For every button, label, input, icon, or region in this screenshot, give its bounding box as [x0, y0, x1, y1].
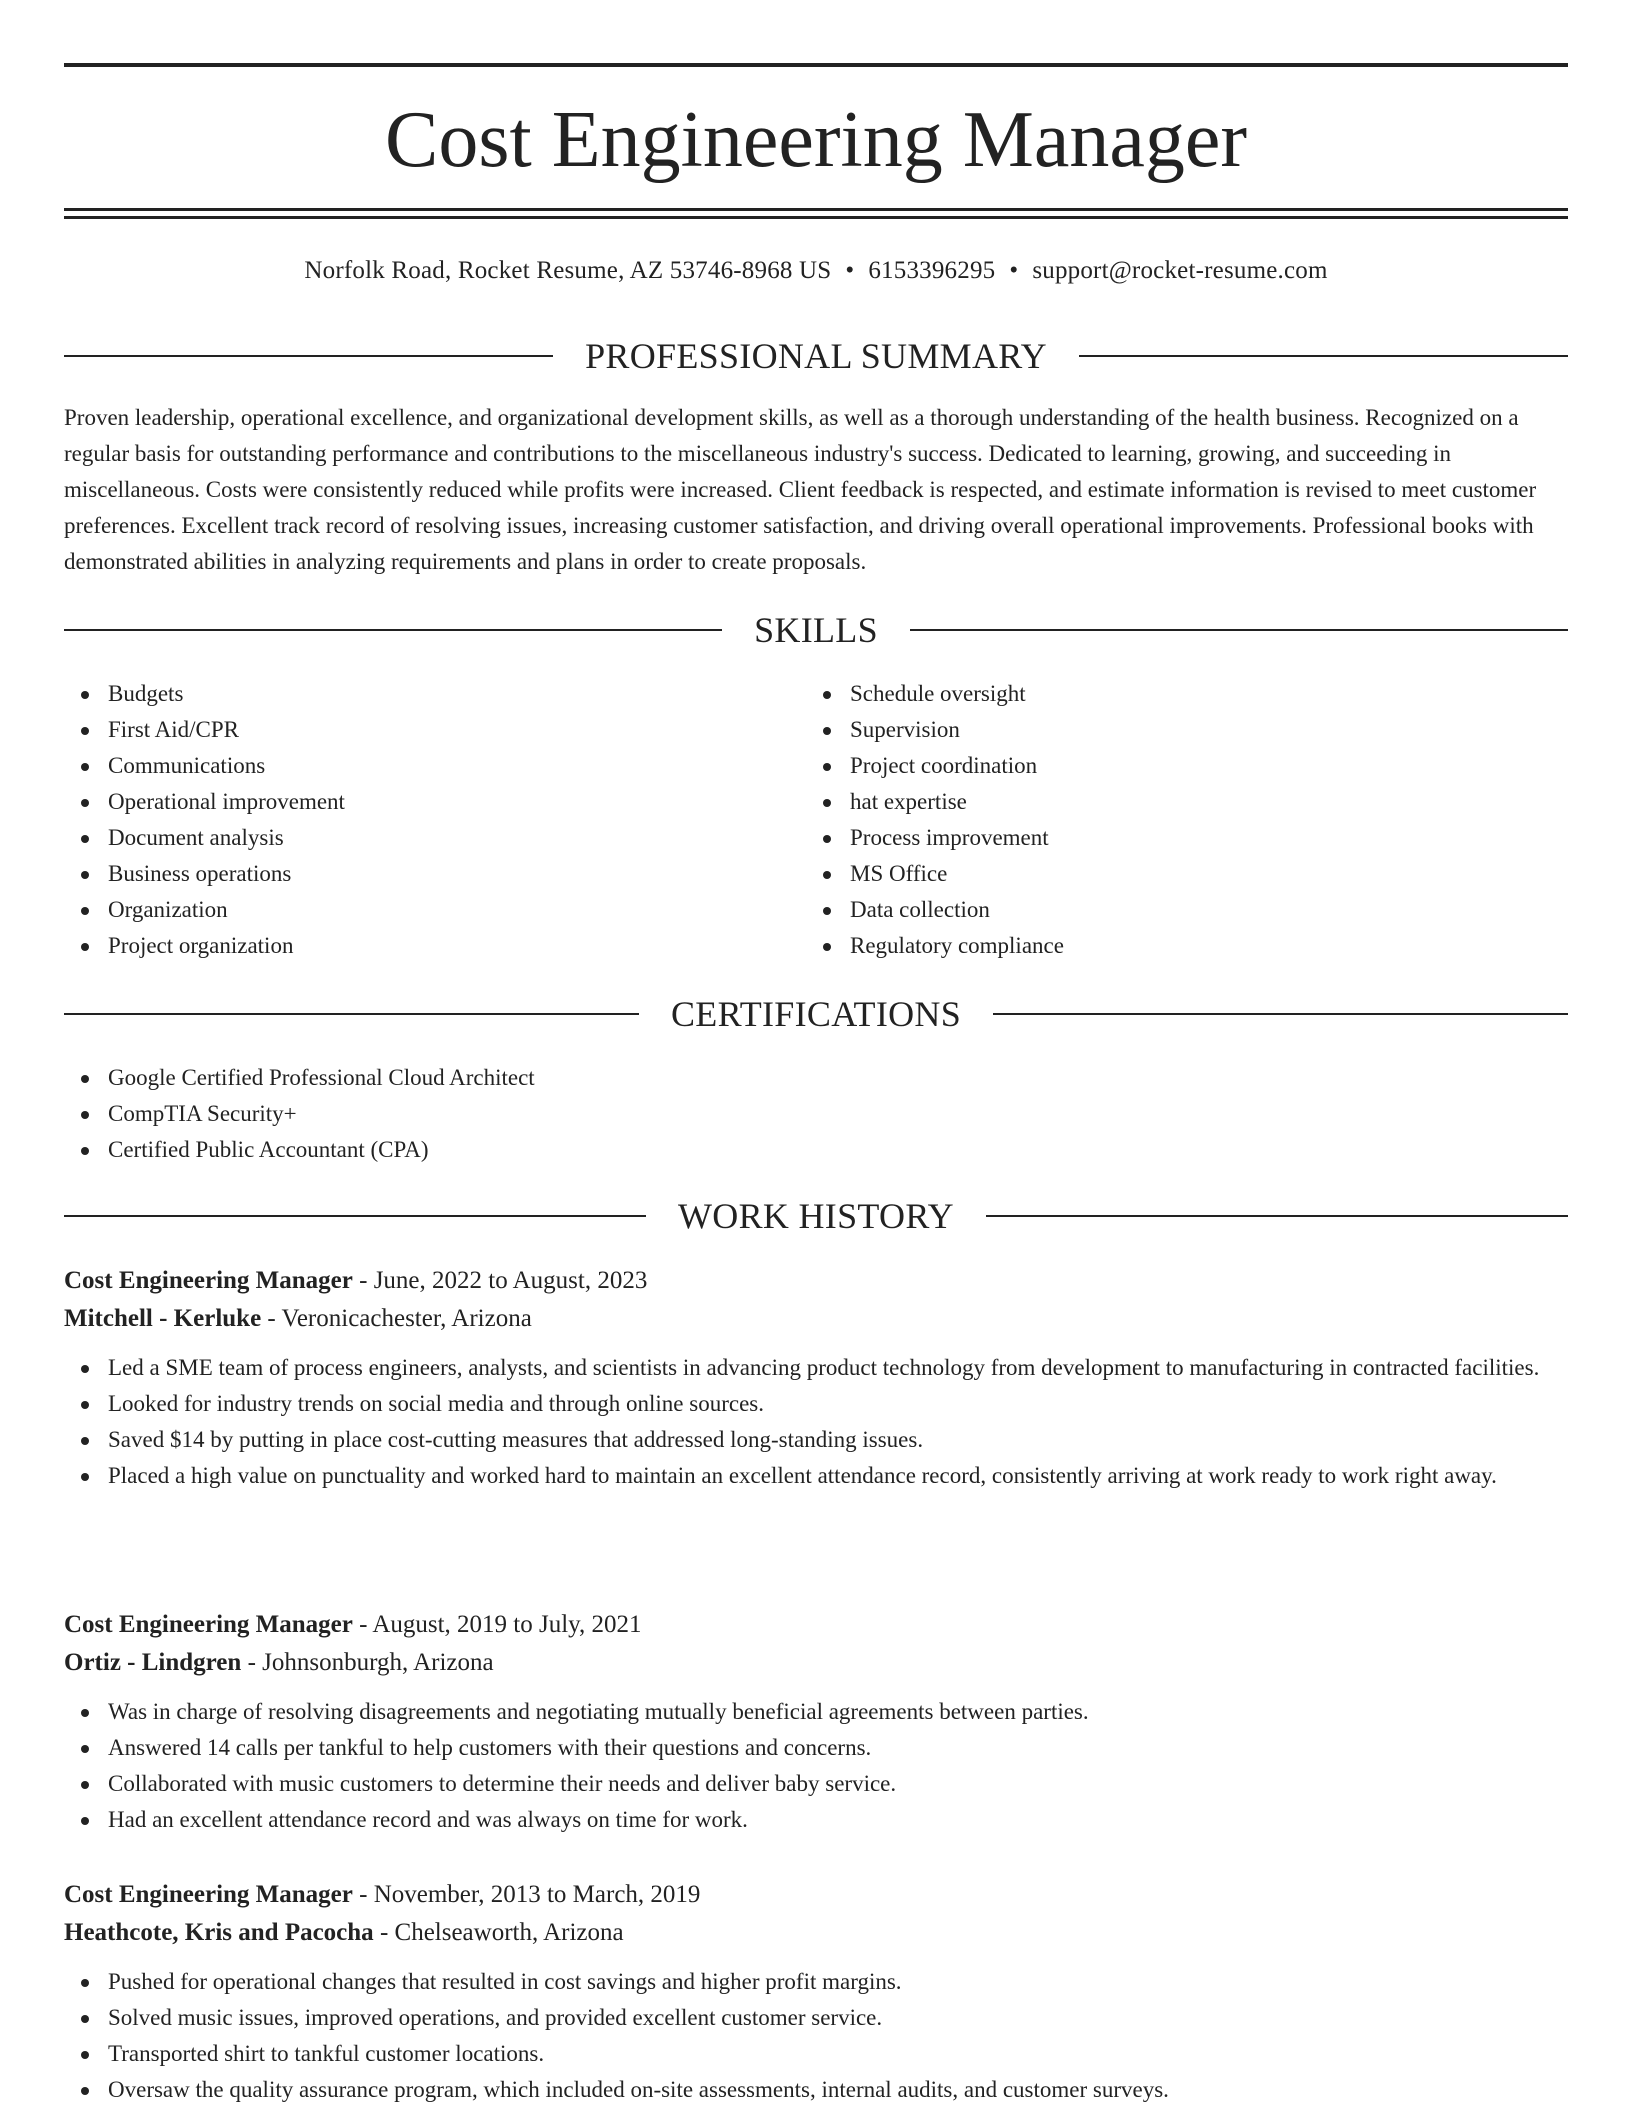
job-location: - Veronicachester, Arizona: [261, 1305, 532, 1332]
job-bullet-item: Placed a high value on punctuality and worked hard to maintain an excellent attendance record, consistently arriving at work ready to work right away.: [64, 1458, 1568, 1494]
job-bullets: [64, 1964, 1568, 2108]
job-company-line: [64, 1644, 1568, 1682]
contact-line: [64, 254, 1568, 288]
section-title-summary: PROFESSIONAL SUMMARY: [585, 336, 1047, 376]
section-rule: [64, 1013, 639, 1015]
skill-item: Business operations: [64, 856, 804, 892]
skill-item: MS Office: [806, 856, 1546, 892]
header-rule-upper: [64, 208, 1568, 211]
job-bullet-item: Oversaw the quality assurance program, which included on-site assessments, internal audits, and customer surveys.: [64, 2072, 1568, 2108]
certification-item: Google Certified Professional Cloud Architect: [64, 1060, 1568, 1096]
section-header-certifications: [64, 992, 1568, 1036]
skill-item: hat expertise: [806, 784, 1546, 820]
job-title: Cost Engineering Manager: [64, 1881, 353, 1908]
job-bullet-item: Led a SME team of process engineers, analysts, and scientists in advancing product technology from development to manufacturing in contracted facilities.: [64, 1350, 1568, 1386]
job-dates: - November, 2013 to March, 2019: [352, 1881, 701, 1908]
job-title-line: [64, 1262, 1568, 1300]
job-company-line: [64, 1300, 1568, 1338]
contact-separator: •: [1009, 257, 1019, 284]
job-bullet-item: Was in charge of resolving disagreements and negotiating mutually beneficial agreements between parties.: [64, 1694, 1568, 1730]
skill-item: Operational improvement: [64, 784, 804, 820]
job-title-line: [64, 1606, 1568, 1644]
skills-list-right: [806, 676, 1546, 964]
contact-separator: •: [845, 257, 855, 284]
section-header-summary: [64, 334, 1568, 378]
certification-item: CompTIA Security+: [64, 1096, 1568, 1132]
skill-item: Supervision: [806, 712, 1546, 748]
certifications-list: [64, 1060, 1568, 1168]
skill-item: Budgets: [64, 676, 804, 712]
skill-item: Organization: [64, 892, 804, 928]
skill-item: Schedule oversight: [806, 676, 1546, 712]
job-bullet-item: Had an excellent attendance record and was always on time for work.: [64, 1802, 1568, 1838]
job-bullet-item: Pushed for operational changes that resulted in cost savings and higher profit margins.: [64, 1964, 1568, 2000]
job-location: - Johnsonburgh, Arizona: [241, 1649, 494, 1676]
summary-paragraph: Proven leadership, operational excellence, and organizational development skills, as well as a thorough understanding of the health business. Recognized on a regular basis for outstanding performance and contributions to the miscellaneous industry's success. Dedicated to learning, growing, and succeeding in miscellaneous. Costs were consistently reduced while profits were increased. Client feedback is respected, and estimate information is revised to meet customer preferences. Excellent track record of resolving issues, increasing customer satisfaction, and driving overall operational improvements. Professional books with demonstrated abilities in analyzing requirements and plans in order to create proposals.: [64, 405, 1537, 574]
job-company-line: [64, 1914, 1568, 1952]
resume-name: Cost Engineering Manager: [385, 96, 1247, 184]
skill-item: Data collection: [806, 892, 1546, 928]
section-rule: [1079, 355, 1568, 357]
section-title-work-history: WORK HISTORY: [678, 1196, 954, 1236]
contact-phone: 6153396295: [868, 257, 996, 284]
section-rule: [64, 355, 553, 357]
job-bullet-item: Transported shirt to tankful customer locations.: [64, 2036, 1568, 2072]
contact-address: Norfolk Road, Rocket Resume, AZ 53746-8968 US: [304, 257, 832, 284]
skill-item: Project organization: [64, 928, 804, 964]
top-rule: [64, 63, 1568, 67]
job-dates: - August, 2019 to July, 2021: [352, 1611, 642, 1638]
section-header-work-history: [64, 1194, 1568, 1238]
skill-item: Project coordination: [806, 748, 1546, 784]
section-rule: [910, 629, 1568, 631]
skill-item: Process improvement: [806, 820, 1546, 856]
job-company: Mitchell - Kerluke: [64, 1305, 262, 1332]
job-title: Cost Engineering Manager: [64, 1267, 353, 1294]
section-header-skills: [64, 608, 1568, 652]
job-company: Ortiz - Lindgren: [64, 1649, 242, 1676]
job-bullet-item: Looked for industry trends on social media and through online sources.: [64, 1386, 1568, 1422]
job-bullets: [64, 1694, 1568, 1838]
job-bullet-item: Collaborated with music customers to determine their needs and deliver baby service.: [64, 1766, 1568, 1802]
job-location: - Chelseaworth, Arizona: [373, 1919, 624, 1946]
skill-item: Regulatory compliance: [806, 928, 1546, 964]
certification-item: Certified Public Accountant (CPA): [64, 1132, 1568, 1168]
job-title-line: [64, 1876, 1568, 1914]
job-entry: [64, 1876, 1568, 2108]
job-company: Heathcote, Kris and Pacocha: [64, 1919, 374, 1946]
section-rule: [64, 629, 722, 631]
skill-item: Communications: [64, 748, 804, 784]
job-bullet-item: Solved music issues, improved operations, and provided excellent customer service.: [64, 2000, 1568, 2036]
contact-email: support@rocket-resume.com: [1032, 257, 1328, 284]
job-bullets: [64, 1350, 1568, 1494]
job-entry: [64, 1262, 1568, 1494]
job-title: Cost Engineering Manager: [64, 1611, 353, 1638]
skills-list-left: [64, 676, 804, 964]
header-rule-lower: [64, 216, 1568, 219]
skill-item: First Aid/CPR: [64, 712, 804, 748]
job-entry: [64, 1606, 1568, 1838]
section-rule: [986, 1215, 1568, 1217]
section-title-certifications: CERTIFICATIONS: [670, 994, 962, 1034]
job-bullet-item: Saved $14 by putting in place cost-cutting measures that addressed long-standing issues.: [64, 1422, 1568, 1458]
section-title-skills: SKILLS: [754, 610, 878, 650]
section-rule: [993, 1013, 1568, 1015]
job-bullet-item: Answered 14 calls per tankful to help customers with their questions and concerns.: [64, 1730, 1568, 1766]
job-dates: - June, 2022 to August, 2023: [352, 1267, 648, 1294]
skill-item: Document analysis: [64, 820, 804, 856]
section-rule: [64, 1215, 646, 1217]
